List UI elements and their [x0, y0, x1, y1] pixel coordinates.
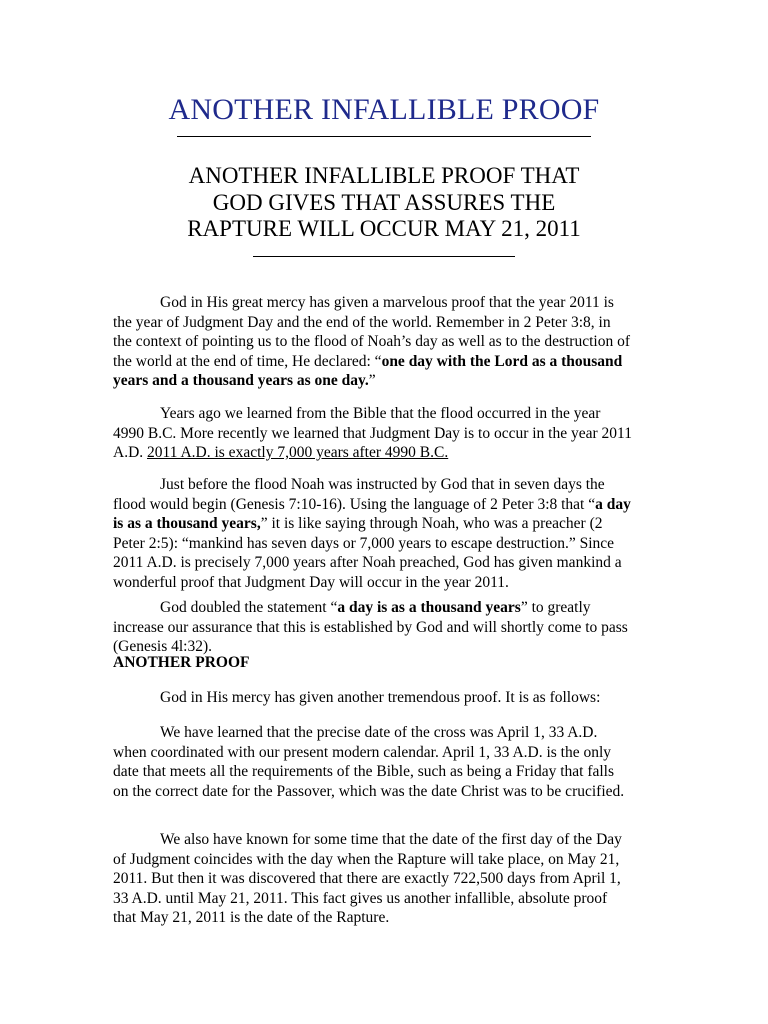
page-title: ANOTHER INFALLIBLE PROOF	[168, 93, 600, 126]
paragraph-3	[113, 475, 633, 592]
page-subtitle	[0, 163, 768, 243]
paragraph-6-text: We have learned that the precise date of the cross was April 1, 33 A.D. when coordinated with our present modern calendar. April 1, 33 A.D. is the only date that meets all the requirements of the Bible, such as being a Friday that falls on the correct date for the Passover, which was the date Christ was to be crucified.	[113, 724, 625, 800]
section-heading	[113, 653, 633, 673]
paragraph-6	[113, 723, 633, 801]
paragraph-1-end: ”	[368, 372, 376, 389]
paragraph-2-underlined: 2011 A.D. is exactly 7,000 years after 4990 B.C.	[147, 444, 449, 461]
paragraph-3-rest: ” it is like saying through Noah, who was a preacher (2 Peter 2:5): “mankind has seven days or 7,000 years to escape destruction.” Since 2011 A.D. is precisely 7,000 years after Noah preached, God has given mankind a wonderful proof that Judgment Day will occur in the year 2011.	[113, 515, 622, 591]
paragraph-5-text: God in His mercy has given another tremendous proof. It is as follows:	[160, 689, 601, 706]
paragraph-4	[113, 598, 633, 657]
paragraph-1-quote: one day with the Lord as a thousand years and a thousand years as one day.	[113, 352, 623, 389]
paragraph-7	[113, 830, 633, 928]
paragraph-3-quote: a day is as a thousand years,	[113, 495, 631, 532]
paragraph-4-quote: a day is as a thousand years	[337, 599, 521, 616]
paragraph-2	[113, 404, 633, 463]
subtitle-divider	[253, 256, 515, 257]
paragraph-5	[113, 688, 633, 708]
subtitle-line-3: RAPTURE WILL OCCUR MAY 21, 2011	[187, 216, 581, 241]
paragraph-1-text: God in His great mercy has given a marvelous proof that the year 2011 is the year of Judgment Day and the end of the world. Remember in 2 Peter 3:8, in the context of pointing us to the flood of Noah’s day as well as to the destruction of the world at the end of time, He declared: “	[113, 294, 630, 370]
section-heading-text: ANOTHER PROOF	[113, 654, 250, 671]
paragraph-4-rest: ” to greatly increase our assurance that this is established by God and will shortly come to pass (Genesis 4l:32).	[113, 599, 628, 655]
subtitle-line-1: ANOTHER INFALLIBLE PROOF THAT	[188, 163, 580, 188]
subtitle-line-2: GOD GIVES THAT ASSURES THE	[212, 189, 556, 215]
paragraph-1	[113, 293, 633, 391]
title-divider	[177, 136, 591, 137]
paragraph-4-text: God doubled the statement “	[160, 599, 338, 616]
paragraph-7-text: We also have known for some time that the date of the first day of the Day of Judgment coincides with the day when the Rapture will take place, on May 21, 2011. But then it was discovered that there are exactly 722,500 days from April 1, 33 A.D. until May 21, 2011. This fact gives us another infallible, absolute proof that May 21, 2011 is the date of the Rapture.	[113, 831, 622, 926]
paragraph-2-text: Years ago we learned from the Bible that the flood occurred in the year 4990 B.C. More recently we learned that Judgment Day is to occur in the year 2011 A.D.	[113, 405, 632, 461]
paragraph-3-text: Just before the flood Noah was instructed by God that in seven days the flood would begin (Genesis 7:10-16). Using the language of 2 Peter 3:8 that “	[113, 476, 605, 513]
